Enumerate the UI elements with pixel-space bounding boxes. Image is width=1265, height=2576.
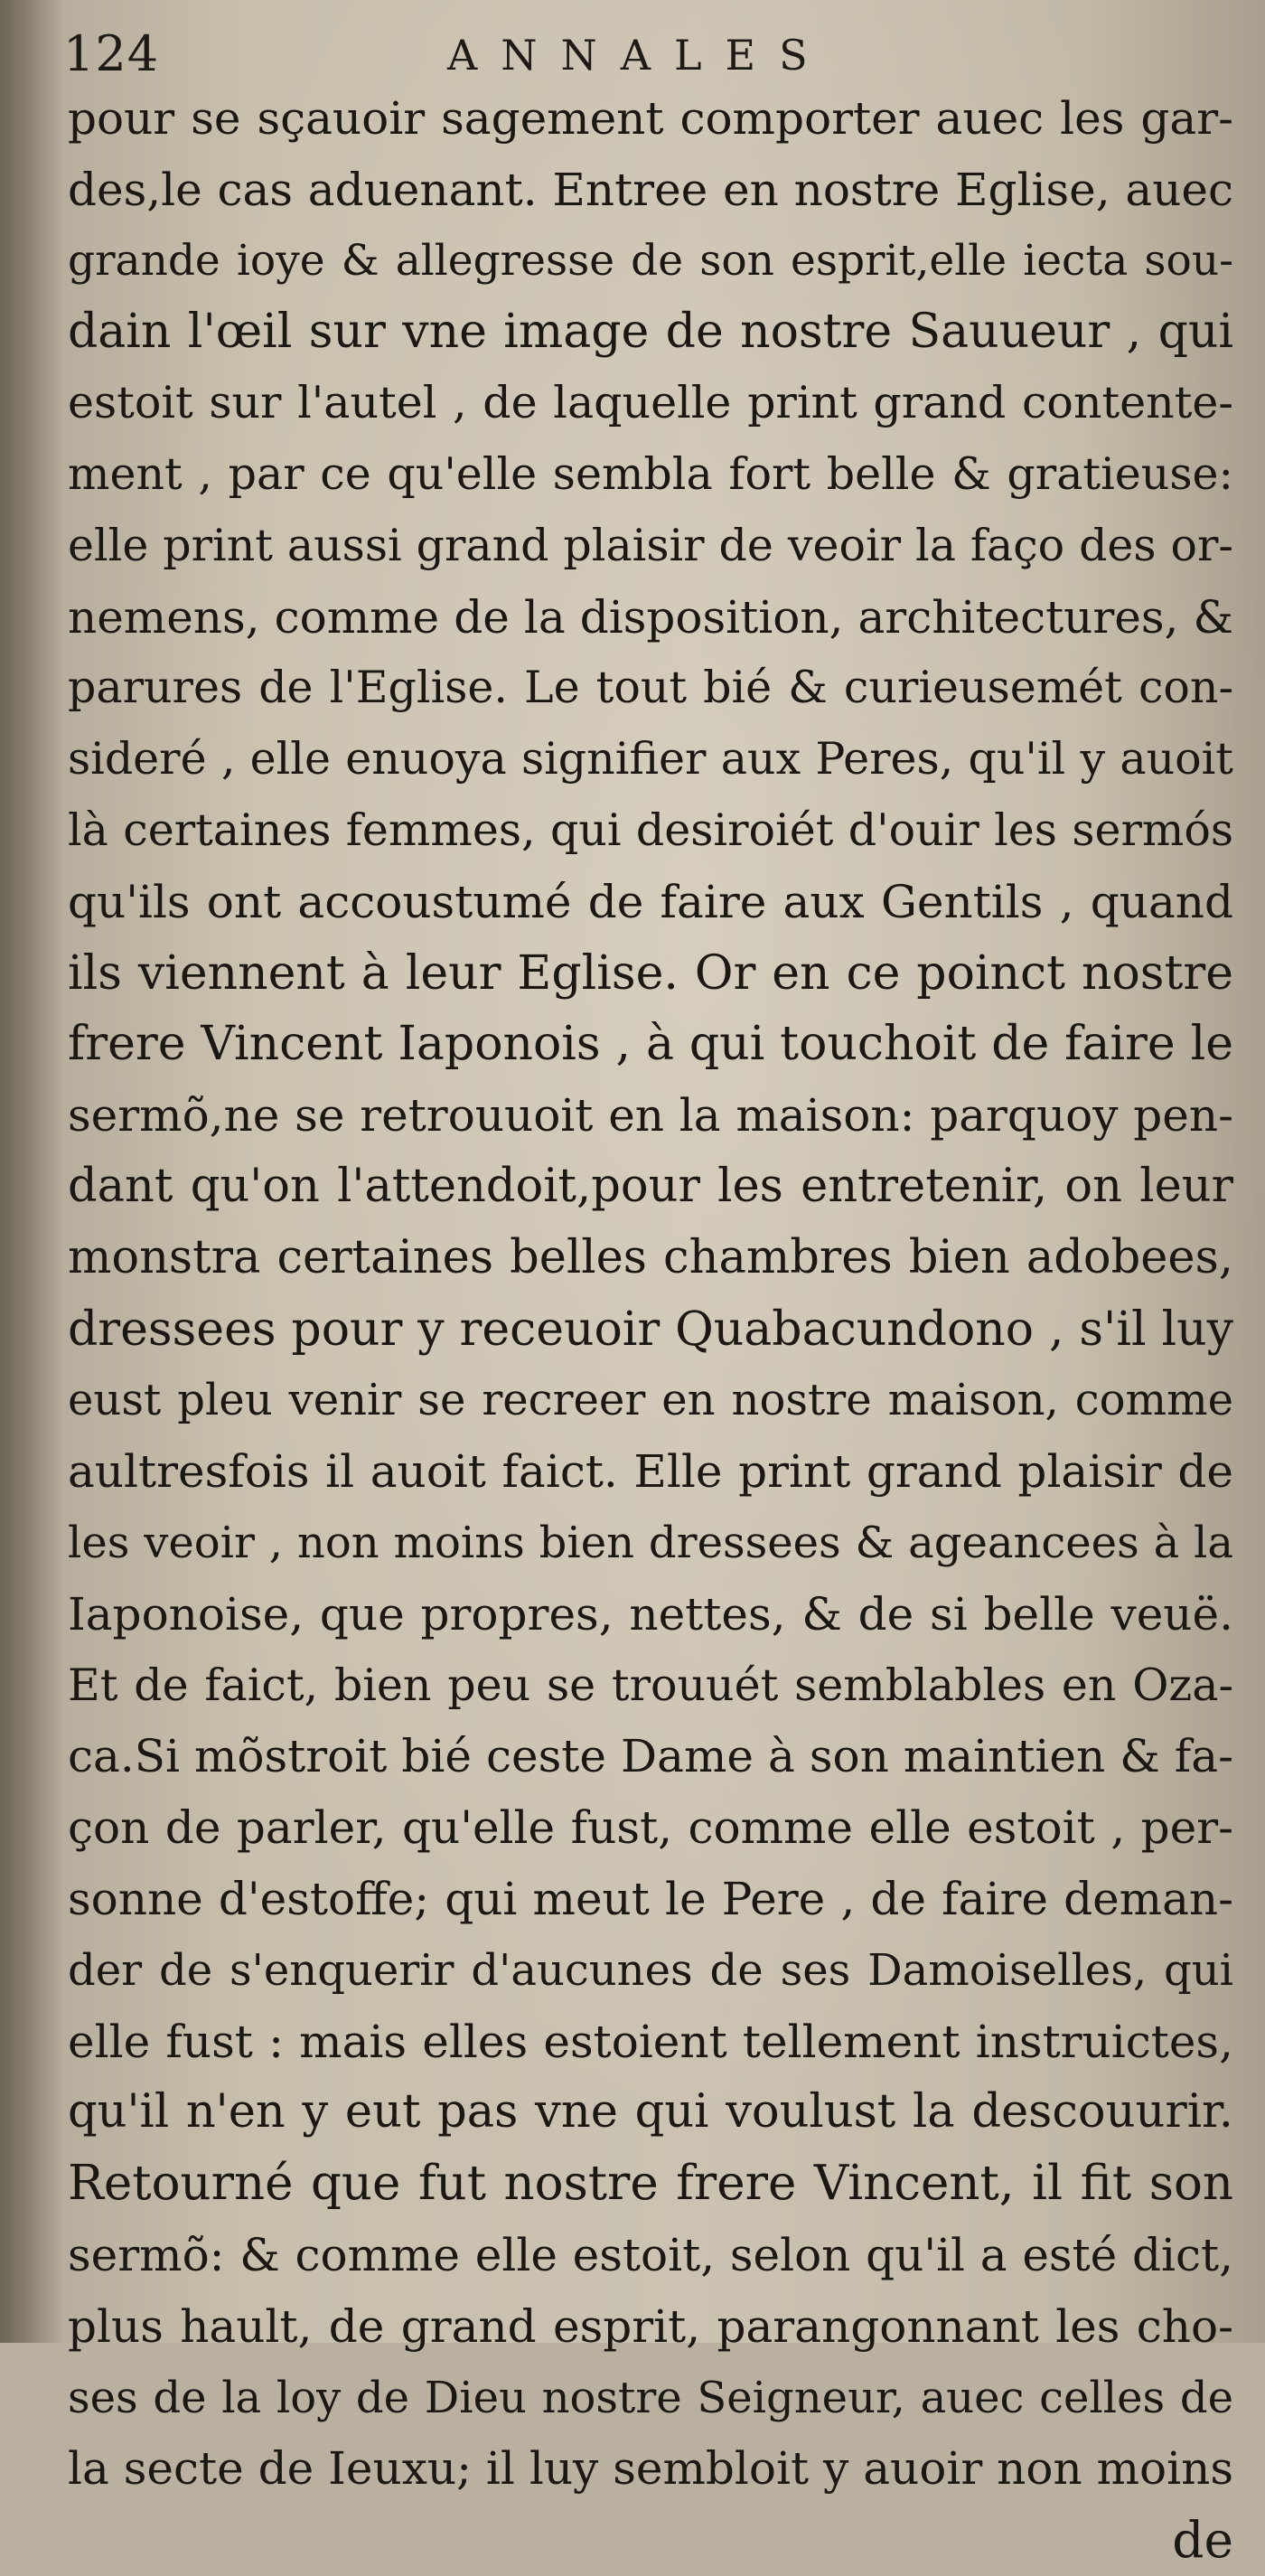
text-line: monstra certaines belles chambres bien adobees, bbox=[68, 1230, 1233, 1284]
text-line: aultresfois il auoit faict. Elle print grand plaisir de bbox=[68, 1445, 1233, 1499]
text-line: elle print aussi grand plaisir de veoir la faço des or- bbox=[68, 519, 1233, 571]
text-line: parures de l'Eglise. Le tout bié & curieusemét con- bbox=[68, 662, 1233, 714]
text-line: estoit sur l'autel , de laquelle print grand contente- bbox=[68, 377, 1233, 429]
page-number: 124 bbox=[63, 25, 160, 82]
text-line: dant qu'on l'attendoit,pour les entretenir, on leur bbox=[68, 1159, 1233, 1213]
text-line: ca.Si mõstroit bié ceste Dame à son maintien & fa- bbox=[68, 1730, 1233, 1783]
text-line: dain l'œil sur vne image de nostre Sauueur , qui bbox=[68, 305, 1233, 360]
text-line: Et de faict, bien peu se trouuét semblables en Oza- bbox=[68, 1659, 1233, 1711]
text-line: des,le cas aduenant. Entree en nostre Eglise, auec bbox=[68, 163, 1233, 216]
text-line: qu'il n'en y eut pas vne qui voulust la descouurir. bbox=[68, 2085, 1233, 2139]
text-line: frere Vincent Iaponois , à qui touchoit de faire le bbox=[68, 1017, 1233, 1072]
running-head: ANNALES bbox=[447, 31, 831, 80]
text-line: elle fust : mais elles estoient tellement instruictes, bbox=[68, 2015, 1233, 2068]
text-line: qu'ils ont accoustumé de faire aux Gentils , quand bbox=[68, 875, 1233, 928]
text-line: grande ioye & allegresse de son esprit,elle iecta sou- bbox=[68, 235, 1233, 286]
gutter-shadow bbox=[0, 0, 63, 2343]
text-line: pour se sçauoir sagement comporter auec les gar- bbox=[68, 92, 1233, 145]
body-text bbox=[68, 83, 1233, 2576]
text-line: sonne d'estoffe; qui meut le Pere , de faire deman- bbox=[68, 1872, 1233, 1925]
text-line: nemens, comme de la disposition, architectures, & bbox=[68, 590, 1233, 644]
text-line: dressees pour y receuoir Quabacundono , s'il luy bbox=[68, 1302, 1233, 1357]
text-line: plus hault, de grand esprit, parangonnant les cho- bbox=[68, 2299, 1233, 2353]
page-header bbox=[63, 25, 1238, 90]
text-line: ment , par ce qu'elle sembla fort belle & gratieuse: bbox=[68, 447, 1233, 500]
text-line: les veoir , non moins bien dressees & ageancees à la bbox=[68, 1517, 1233, 1568]
text-line: la secte de Ieuxu; il luy sembloit y auoir non moins bbox=[68, 2442, 1233, 2496]
text-line: der de s'enquerir d'aucunes de ses Damoiselles, qui bbox=[68, 1944, 1233, 1996]
text-line: là certaines femmes, qui desiroiét d'ouir les sermós bbox=[68, 804, 1233, 856]
text-line: eust pleu venir se recreer en nostre maison, comme bbox=[68, 1375, 1233, 1426]
text-line: sideré , elle enuoya signifier aux Peres, qu'il y auoit bbox=[68, 733, 1233, 785]
text-line: ses de la loy de Dieu nostre Seigneur, auec celles de bbox=[68, 2372, 1233, 2423]
text-line: Retourné que fut nostre frere Vincent, il fit son bbox=[68, 2156, 1233, 2212]
text-line: ils viennent à leur Eglise. Or en ce poinct nostre bbox=[68, 945, 1233, 1001]
text-line: çon de parler, qu'elle fust, comme elle estoit , per- bbox=[68, 1801, 1233, 1855]
text-line: Iaponoise, que propres, nettes, & de si belle veuë. bbox=[68, 1587, 1233, 1641]
text-line: sermõ,ne se retrouuoit en la maison: parquoy pen- bbox=[68, 1089, 1233, 1142]
text-line: sermõ: & comme elle estoit, selon qu'il a esté dict, bbox=[68, 2228, 1233, 2281]
catchword: de bbox=[1172, 2511, 1233, 2570]
